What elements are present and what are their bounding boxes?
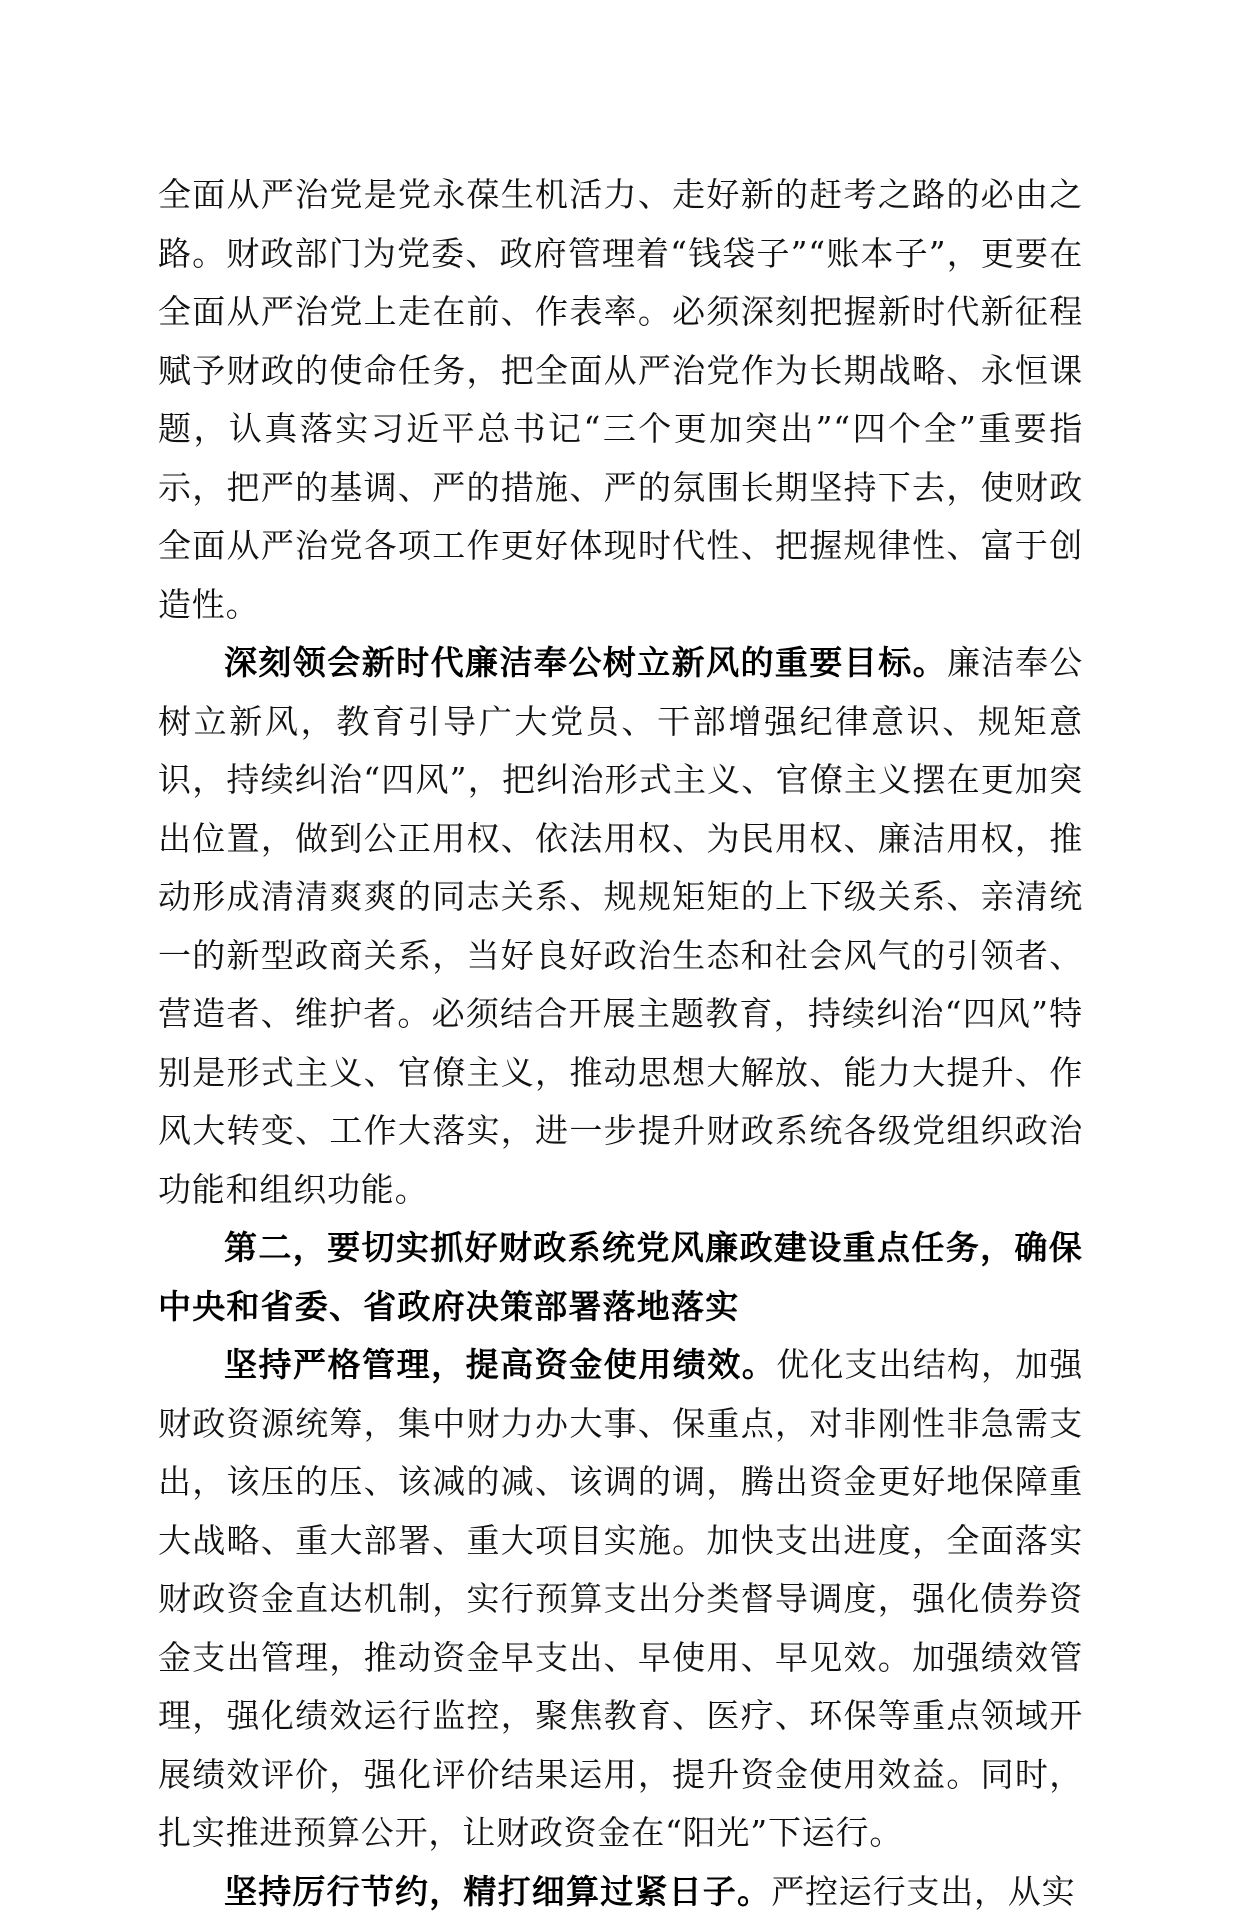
paragraph-lead-bold: 深刻领会新时代廉洁奉公树立新风的重要目标。 [224,643,947,682]
document-body [158,166,1083,1921]
paragraph-lead-bold: 坚持严格管理，提高资金使用绩效。 [224,1345,776,1384]
paragraph-strict-management [158,1336,1083,1863]
paragraph-text: 廉洁奉公树立新风，教育引导广大党员、干部增强纪律意识、规矩意识，持续纠治“四风”，把纠治形式主义、官僚主义摆在更加突出位置，做到公正用权、依法用权、为民用权、廉洁用权，推动形成清清爽爽的同志关系、规规矩矩的上下级关系、亲清统一的新型政商关系，当好良好政治生态和社会风气的引领者、营造者、维护者。必须结合开展主题教育，持续纠治“四风”特别是形式主义、官僚主义，推动思想大解放、能力大提升、作风大转变、工作大落实，进一步提升财政系统各级党组织政治功能和组织功能。 [158,643,1083,1209]
paragraph-frugality [158,1863,1083,1921]
paragraph-full-party-governance [158,166,1083,634]
paragraph-integrity-goal [158,634,1083,1219]
paragraph-text: 全面从严治党是党永葆生机活力、走好新的赶考之路的必由之路。财政部门为党委、政府管理着“钱袋子”“账本子”，更要在全面从严治党上走在前、作表率。必须深刻把握新时代新征程赋予财政的使命任务，把全面从严治党作为长期战略、永恒课题，认真落实习近平总书记“三个更加突出”“四个全”重要指示，把严的基调、严的措施、严的氛围长期坚持下去，使财政全面从严治党各项工作更好体现时代性、把握规律性、富于创造性。 [158,175,1083,624]
paragraph-text: 优化支出结构，加强财政资源统筹，集中财力办大事、保重点，对非刚性非急需支出，该压的压、该减的减、该调的调，腾出资金更好地保障重大战略、重大部署、重大项目实施。加快支出进度，全面落实财政资金直达机制，实行预算支出分类督导调度，强化债券资金支出管理，推动资金早支出、早使用、早见效。加强绩效管理，强化绩效运行监控，聚焦教育、医疗、环保等重点领域开展绩效评价，强化评价结果运用，提升资金使用效益。同时，扎实推进预算公开，让财政资金在“阳光”下运行。 [158,1345,1083,1852]
section-heading-second: 第二，要切实抓好财政系统党风廉政建设重点任务，确保中央和省委、省政府决策部署落地落实 [158,1219,1083,1336]
paragraph-lead-bold: 坚持厉行节约，精打细算过紧日子。 [224,1872,771,1911]
paragraph-text: 严控运行支出，从实 [771,1872,1075,1911]
